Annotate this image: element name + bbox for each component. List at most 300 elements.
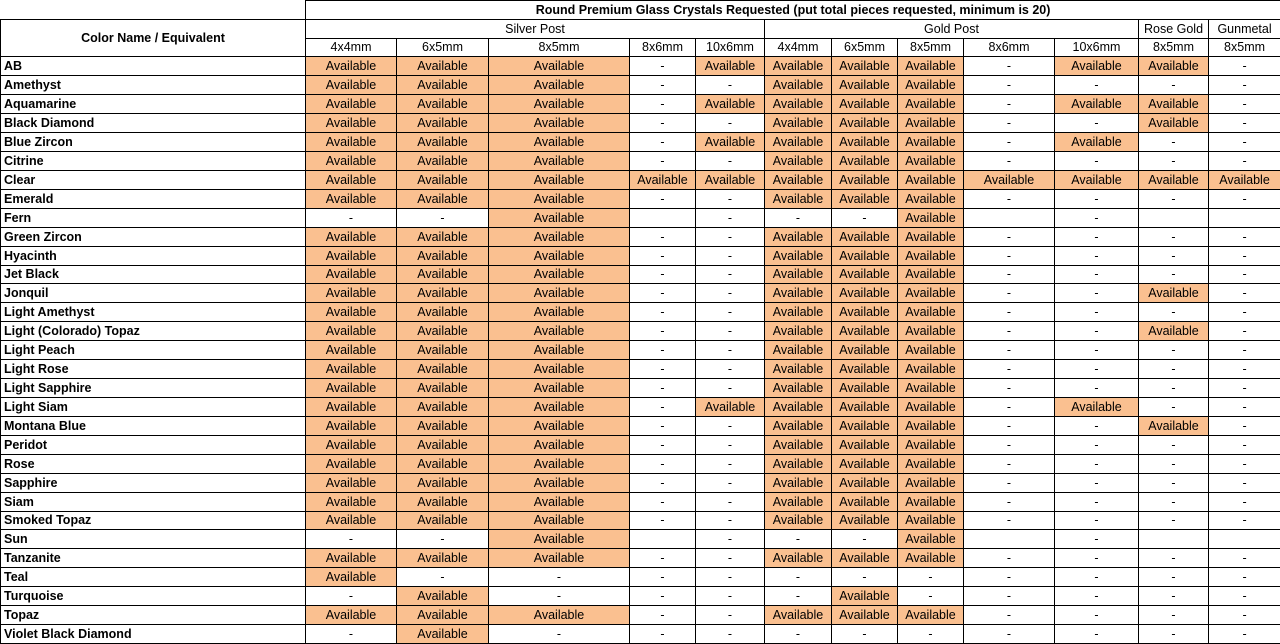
availability-cell[interactable]: - — [964, 189, 1055, 208]
availability-cell[interactable]: - — [1209, 435, 1280, 454]
availability-cell[interactable]: - — [630, 227, 696, 246]
availability-cell[interactable]: - — [1139, 511, 1209, 530]
availability-cell[interactable]: Available — [832, 170, 898, 189]
availability-cell[interactable]: - — [1209, 322, 1280, 341]
availability-cell[interactable]: Available — [898, 95, 964, 114]
availability-cell[interactable]: Available — [489, 549, 630, 568]
availability-cell[interactable]: - — [1139, 549, 1209, 568]
availability-cell[interactable]: Available — [306, 227, 397, 246]
availability-cell[interactable]: - — [696, 511, 765, 530]
availability-cell[interactable]: Available — [489, 57, 630, 76]
availability-cell[interactable]: - — [306, 530, 397, 549]
availability-cell[interactable]: - — [630, 133, 696, 152]
availability-cell[interactable]: Available — [696, 95, 765, 114]
availability-cell[interactable]: Available — [765, 303, 832, 322]
availability-cell[interactable]: - — [964, 625, 1055, 644]
availability-cell[interactable]: Available — [696, 397, 765, 416]
availability-cell[interactable]: Available — [832, 397, 898, 416]
availability-cell[interactable]: - — [898, 625, 964, 644]
availability-cell[interactable]: - — [1055, 435, 1139, 454]
availability-cell[interactable]: Available — [397, 322, 489, 341]
availability-cell[interactable]: - — [1139, 303, 1209, 322]
availability-cell[interactable]: Available — [489, 435, 630, 454]
availability-cell[interactable]: Available — [1055, 57, 1139, 76]
availability-cell[interactable]: Available — [832, 454, 898, 473]
availability-cell[interactable]: Available — [306, 170, 397, 189]
availability-cell[interactable]: - — [1055, 360, 1139, 379]
availability-cell[interactable]: - — [696, 265, 765, 284]
availability-cell[interactable]: - — [964, 549, 1055, 568]
availability-cell[interactable]: Available — [765, 511, 832, 530]
availability-cell[interactable]: - — [630, 416, 696, 435]
availability-cell[interactable]: Available — [397, 189, 489, 208]
availability-cell[interactable]: - — [1139, 133, 1209, 152]
availability-cell[interactable]: Available — [489, 189, 630, 208]
availability-cell[interactable]: - — [696, 473, 765, 492]
availability-cell[interactable]: Available — [397, 152, 489, 171]
availability-cell[interactable]: - — [1139, 568, 1209, 587]
availability-cell[interactable]: Available — [765, 473, 832, 492]
availability-cell[interactable]: - — [630, 303, 696, 322]
availability-cell[interactable]: Available — [397, 360, 489, 379]
availability-cell[interactable]: Available — [765, 152, 832, 171]
availability-cell[interactable]: Available — [832, 341, 898, 360]
availability-cell[interactable]: Available — [1139, 57, 1209, 76]
availability-cell[interactable]: Available — [832, 95, 898, 114]
availability-cell[interactable]: Available — [489, 303, 630, 322]
availability-cell[interactable]: - — [696, 530, 765, 549]
availability-cell[interactable]: - — [832, 625, 898, 644]
availability-cell[interactable]: - — [898, 587, 964, 606]
availability-cell[interactable]: - — [1209, 397, 1280, 416]
availability-cell[interactable]: Available — [765, 606, 832, 625]
availability-cell[interactable]: Available — [489, 322, 630, 341]
availability-cell[interactable]: Available — [306, 435, 397, 454]
availability-cell[interactable]: - — [1055, 265, 1139, 284]
availability-cell[interactable]: - — [696, 492, 765, 511]
availability-cell[interactable]: - — [1055, 76, 1139, 95]
availability-cell[interactable]: - — [1139, 227, 1209, 246]
availability-cell[interactable]: Available — [898, 454, 964, 473]
availability-cell[interactable]: Available — [489, 341, 630, 360]
availability-cell[interactable]: - — [1055, 473, 1139, 492]
availability-cell[interactable]: Available — [696, 170, 765, 189]
availability-cell[interactable]: - — [630, 435, 696, 454]
availability-cell[interactable]: - — [1055, 549, 1139, 568]
availability-cell[interactable]: - — [1139, 397, 1209, 416]
availability-cell[interactable]: Available — [630, 170, 696, 189]
availability-cell[interactable]: - — [1209, 133, 1280, 152]
availability-cell[interactable]: Available — [306, 379, 397, 398]
availability-cell[interactable]: Available — [898, 322, 964, 341]
availability-cell[interactable]: - — [696, 587, 765, 606]
availability-cell[interactable]: Available — [1055, 95, 1139, 114]
availability-cell[interactable]: Available — [765, 246, 832, 265]
availability-cell[interactable] — [964, 208, 1055, 227]
availability-cell[interactable]: - — [964, 360, 1055, 379]
availability-cell[interactable]: - — [696, 303, 765, 322]
availability-cell[interactable] — [630, 530, 696, 549]
availability-cell[interactable]: - — [696, 341, 765, 360]
availability-cell[interactable]: - — [964, 322, 1055, 341]
availability-cell[interactable]: Available — [696, 133, 765, 152]
availability-cell[interactable]: Available — [832, 284, 898, 303]
availability-cell[interactable]: Available — [832, 360, 898, 379]
availability-cell[interactable]: Available — [1055, 170, 1139, 189]
availability-cell[interactable]: Available — [898, 152, 964, 171]
availability-cell[interactable]: - — [832, 208, 898, 227]
availability-cell[interactable]: Available — [898, 265, 964, 284]
availability-cell[interactable]: - — [630, 95, 696, 114]
availability-cell[interactable]: Available — [1055, 133, 1139, 152]
availability-cell[interactable]: Available — [489, 416, 630, 435]
availability-cell[interactable]: Available — [898, 246, 964, 265]
availability-cell[interactable]: - — [1139, 379, 1209, 398]
availability-cell[interactable]: - — [1209, 227, 1280, 246]
availability-cell[interactable]: - — [1209, 625, 1280, 644]
availability-cell[interactable]: - — [489, 568, 630, 587]
availability-cell[interactable]: - — [1055, 454, 1139, 473]
availability-cell[interactable]: - — [765, 208, 832, 227]
availability-cell[interactable]: Available — [489, 170, 630, 189]
availability-cell[interactable]: - — [1055, 492, 1139, 511]
availability-cell[interactable]: Available — [832, 379, 898, 398]
availability-cell[interactable]: - — [696, 227, 765, 246]
availability-cell[interactable]: - — [306, 625, 397, 644]
availability-cell[interactable]: Available — [765, 454, 832, 473]
availability-cell[interactable]: - — [306, 587, 397, 606]
availability-cell[interactable]: Available — [832, 416, 898, 435]
availability-cell[interactable]: - — [1139, 454, 1209, 473]
availability-cell[interactable]: - — [1209, 284, 1280, 303]
availability-cell[interactable]: - — [1209, 606, 1280, 625]
availability-cell[interactable]: Available — [397, 435, 489, 454]
availability-cell[interactable]: Available — [898, 397, 964, 416]
availability-cell[interactable]: - — [630, 341, 696, 360]
availability-cell[interactable]: - — [630, 284, 696, 303]
availability-cell[interactable]: Available — [898, 473, 964, 492]
availability-cell[interactable]: Available — [765, 360, 832, 379]
availability-cell[interactable]: - — [1055, 416, 1139, 435]
availability-cell[interactable]: - — [630, 454, 696, 473]
availability-cell[interactable]: Available — [898, 133, 964, 152]
availability-cell[interactable]: - — [1055, 530, 1139, 549]
availability-cell[interactable]: Available — [397, 492, 489, 511]
availability-cell[interactable]: - — [1209, 246, 1280, 265]
availability-cell[interactable]: Available — [832, 76, 898, 95]
availability-cell[interactable]: - — [489, 625, 630, 644]
availability-cell[interactable]: - — [832, 568, 898, 587]
availability-cell[interactable]: Available — [898, 341, 964, 360]
availability-cell[interactable]: Available — [765, 95, 832, 114]
availability-cell[interactable]: Available — [765, 322, 832, 341]
availability-cell[interactable]: Available — [898, 379, 964, 398]
availability-cell[interactable]: Available — [489, 473, 630, 492]
availability-cell[interactable]: Available — [1139, 416, 1209, 435]
availability-cell[interactable]: Available — [397, 397, 489, 416]
availability-cell[interactable]: - — [696, 416, 765, 435]
availability-cell[interactable]: - — [696, 152, 765, 171]
availability-cell[interactable]: Available — [489, 133, 630, 152]
availability-cell[interactable]: Available — [489, 152, 630, 171]
availability-cell[interactable]: - — [1055, 379, 1139, 398]
availability-cell[interactable]: Available — [397, 265, 489, 284]
availability-cell[interactable]: Available — [489, 208, 630, 227]
availability-cell[interactable]: Available — [898, 416, 964, 435]
availability-cell[interactable]: Available — [489, 530, 630, 549]
availability-cell[interactable]: Available — [397, 227, 489, 246]
availability-cell[interactable]: - — [1055, 114, 1139, 133]
availability-cell[interactable]: Available — [306, 473, 397, 492]
availability-cell[interactable]: Available — [1139, 114, 1209, 133]
availability-cell[interactable]: Available — [898, 114, 964, 133]
availability-cell[interactable]: - — [964, 57, 1055, 76]
availability-cell[interactable]: - — [964, 568, 1055, 587]
availability-cell[interactable]: - — [696, 322, 765, 341]
availability-cell[interactable]: Available — [898, 208, 964, 227]
availability-cell[interactable]: Available — [306, 152, 397, 171]
availability-cell[interactable]: - — [1055, 227, 1139, 246]
availability-cell[interactable]: Available — [1055, 397, 1139, 416]
availability-cell[interactable]: - — [1139, 189, 1209, 208]
availability-cell[interactable]: Available — [306, 397, 397, 416]
availability-cell[interactable]: Available — [898, 549, 964, 568]
availability-cell[interactable]: - — [898, 568, 964, 587]
availability-cell[interactable]: - — [964, 114, 1055, 133]
availability-cell[interactable]: - — [1209, 416, 1280, 435]
availability-cell[interactable]: - — [1209, 152, 1280, 171]
availability-cell[interactable]: Available — [898, 189, 964, 208]
availability-cell[interactable]: Available — [1139, 95, 1209, 114]
availability-cell[interactable]: - — [696, 435, 765, 454]
availability-cell[interactable]: Available — [489, 606, 630, 625]
availability-cell[interactable]: - — [696, 549, 765, 568]
availability-cell[interactable]: Available — [397, 341, 489, 360]
availability-cell[interactable]: - — [1209, 379, 1280, 398]
availability-cell[interactable]: Available — [397, 303, 489, 322]
availability-cell[interactable]: Available — [397, 549, 489, 568]
availability-cell[interactable]: - — [630, 57, 696, 76]
availability-cell[interactable]: Available — [832, 133, 898, 152]
availability-cell[interactable]: - — [1209, 57, 1280, 76]
availability-cell[interactable]: Available — [765, 284, 832, 303]
availability-cell[interactable]: Available — [898, 76, 964, 95]
availability-cell[interactable]: Available — [489, 284, 630, 303]
availability-cell[interactable]: - — [1055, 246, 1139, 265]
availability-cell[interactable] — [1209, 530, 1280, 549]
availability-cell[interactable]: Available — [832, 473, 898, 492]
availability-cell[interactable]: - — [1139, 341, 1209, 360]
availability-cell[interactable]: Available — [832, 303, 898, 322]
availability-cell[interactable]: Available — [306, 549, 397, 568]
availability-cell[interactable] — [1209, 208, 1280, 227]
availability-cell[interactable]: Available — [765, 549, 832, 568]
availability-cell[interactable]: - — [964, 473, 1055, 492]
availability-cell[interactable]: - — [964, 397, 1055, 416]
availability-cell[interactable]: - — [696, 625, 765, 644]
availability-cell[interactable]: - — [696, 284, 765, 303]
availability-cell[interactable]: - — [696, 114, 765, 133]
availability-cell[interactable]: - — [1055, 322, 1139, 341]
availability-cell[interactable]: - — [964, 133, 1055, 152]
availability-cell[interactable]: Available — [306, 265, 397, 284]
availability-cell[interactable]: Available — [898, 435, 964, 454]
availability-cell[interactable]: - — [832, 530, 898, 549]
availability-cell[interactable]: Available — [765, 492, 832, 511]
availability-cell[interactable]: Available — [832, 246, 898, 265]
availability-cell[interactable]: - — [1139, 265, 1209, 284]
availability-cell[interactable]: Available — [898, 511, 964, 530]
availability-cell[interactable]: - — [1139, 360, 1209, 379]
availability-cell[interactable]: - — [964, 227, 1055, 246]
availability-cell[interactable]: - — [630, 189, 696, 208]
availability-cell[interactable]: Available — [832, 606, 898, 625]
availability-cell[interactable]: - — [1055, 189, 1139, 208]
availability-cell[interactable]: Available — [765, 76, 832, 95]
availability-cell[interactable]: - — [1055, 208, 1139, 227]
availability-cell[interactable]: - — [630, 360, 696, 379]
availability-cell[interactable]: Available — [765, 397, 832, 416]
availability-cell[interactable]: Available — [898, 492, 964, 511]
availability-cell[interactable]: - — [1055, 625, 1139, 644]
availability-cell[interactable]: Available — [765, 416, 832, 435]
availability-cell[interactable]: Available — [898, 284, 964, 303]
availability-cell[interactable]: - — [630, 568, 696, 587]
availability-cell[interactable]: Available — [832, 549, 898, 568]
availability-cell[interactable]: - — [1139, 473, 1209, 492]
availability-cell[interactable]: - — [696, 246, 765, 265]
availability-cell[interactable]: - — [1209, 492, 1280, 511]
availability-cell[interactable]: - — [630, 606, 696, 625]
availability-cell[interactable]: - — [765, 568, 832, 587]
availability-cell[interactable]: Available — [964, 170, 1055, 189]
availability-cell[interactable]: Available — [397, 606, 489, 625]
availability-cell[interactable]: - — [964, 95, 1055, 114]
availability-cell[interactable]: - — [630, 114, 696, 133]
availability-cell[interactable]: - — [696, 568, 765, 587]
availability-cell[interactable]: Available — [306, 284, 397, 303]
availability-cell[interactable]: Available — [306, 57, 397, 76]
availability-cell[interactable]: Available — [489, 360, 630, 379]
availability-cell[interactable]: Available — [765, 114, 832, 133]
availability-cell[interactable]: Available — [397, 246, 489, 265]
availability-cell[interactable]: Available — [1209, 170, 1280, 189]
availability-cell[interactable]: Available — [765, 57, 832, 76]
availability-cell[interactable]: Available — [306, 568, 397, 587]
availability-cell[interactable]: Available — [489, 95, 630, 114]
availability-cell[interactable]: Available — [489, 76, 630, 95]
availability-cell[interactable]: - — [964, 606, 1055, 625]
availability-cell[interactable]: - — [964, 379, 1055, 398]
availability-cell[interactable]: Available — [397, 454, 489, 473]
availability-cell[interactable]: Available — [306, 341, 397, 360]
availability-cell[interactable]: - — [1209, 265, 1280, 284]
availability-cell[interactable]: Available — [489, 114, 630, 133]
availability-cell[interactable]: Available — [898, 606, 964, 625]
availability-cell[interactable]: Available — [765, 133, 832, 152]
availability-cell[interactable]: Available — [306, 76, 397, 95]
availability-cell[interactable]: - — [1139, 246, 1209, 265]
availability-cell[interactable]: Available — [489, 379, 630, 398]
availability-cell[interactable]: - — [1209, 454, 1280, 473]
availability-cell[interactable]: - — [1055, 284, 1139, 303]
availability-cell[interactable]: Available — [832, 57, 898, 76]
availability-cell[interactable]: Available — [397, 57, 489, 76]
availability-cell[interactable]: - — [630, 492, 696, 511]
availability-cell[interactable]: - — [765, 587, 832, 606]
availability-cell[interactable]: - — [1139, 492, 1209, 511]
availability-cell[interactable]: - — [630, 473, 696, 492]
availability-cell[interactable]: - — [964, 435, 1055, 454]
availability-cell[interactable]: - — [630, 265, 696, 284]
availability-cell[interactable]: - — [630, 379, 696, 398]
availability-cell[interactable]: - — [489, 587, 630, 606]
availability-cell[interactable] — [1139, 530, 1209, 549]
availability-cell[interactable]: Available — [306, 511, 397, 530]
availability-cell[interactable]: Available — [306, 95, 397, 114]
availability-cell[interactable]: - — [696, 379, 765, 398]
availability-cell[interactable]: Available — [306, 416, 397, 435]
availability-cell[interactable]: - — [765, 625, 832, 644]
availability-cell[interactable]: Available — [765, 341, 832, 360]
availability-cell[interactable]: - — [964, 454, 1055, 473]
availability-cell[interactable]: - — [964, 416, 1055, 435]
availability-cell[interactable]: - — [765, 530, 832, 549]
availability-cell[interactable]: Available — [832, 227, 898, 246]
availability-cell[interactable]: - — [630, 246, 696, 265]
availability-cell[interactable]: - — [630, 397, 696, 416]
availability-cell[interactable]: - — [1055, 606, 1139, 625]
availability-cell[interactable]: Available — [765, 227, 832, 246]
availability-cell[interactable]: - — [1209, 587, 1280, 606]
availability-cell[interactable]: Available — [397, 76, 489, 95]
availability-cell[interactable]: Available — [306, 246, 397, 265]
availability-cell[interactable]: Available — [765, 379, 832, 398]
availability-cell[interactable]: - — [630, 625, 696, 644]
availability-cell[interactable]: Available — [898, 170, 964, 189]
availability-cell[interactable]: - — [1209, 568, 1280, 587]
availability-cell[interactable]: Available — [489, 397, 630, 416]
availability-cell[interactable]: Available — [765, 265, 832, 284]
availability-cell[interactable]: Available — [489, 265, 630, 284]
availability-cell[interactable]: - — [1139, 606, 1209, 625]
availability-cell[interactable]: Available — [765, 189, 832, 208]
availability-cell[interactable]: - — [964, 246, 1055, 265]
availability-cell[interactable]: Available — [397, 625, 489, 644]
availability-cell[interactable]: - — [1209, 549, 1280, 568]
availability-cell[interactable]: - — [964, 492, 1055, 511]
availability-cell[interactable]: Available — [397, 473, 489, 492]
availability-cell[interactable]: - — [630, 152, 696, 171]
availability-cell[interactable]: Available — [765, 435, 832, 454]
availability-cell[interactable]: - — [1209, 360, 1280, 379]
availability-cell[interactable]: - — [1055, 568, 1139, 587]
availability-cell[interactable]: - — [964, 152, 1055, 171]
availability-cell[interactable]: - — [964, 587, 1055, 606]
availability-cell[interactable]: - — [1209, 341, 1280, 360]
availability-cell[interactable]: - — [1139, 152, 1209, 171]
availability-cell[interactable]: Available — [397, 95, 489, 114]
availability-cell[interactable]: Available — [489, 454, 630, 473]
availability-cell[interactable]: Available — [1139, 170, 1209, 189]
availability-cell[interactable]: - — [630, 587, 696, 606]
availability-cell[interactable]: Available — [306, 303, 397, 322]
availability-cell[interactable]: Available — [397, 114, 489, 133]
availability-cell[interactable]: - — [630, 76, 696, 95]
availability-cell[interactable]: Available — [832, 265, 898, 284]
availability-cell[interactable]: Available — [898, 57, 964, 76]
availability-cell[interactable]: - — [1055, 511, 1139, 530]
